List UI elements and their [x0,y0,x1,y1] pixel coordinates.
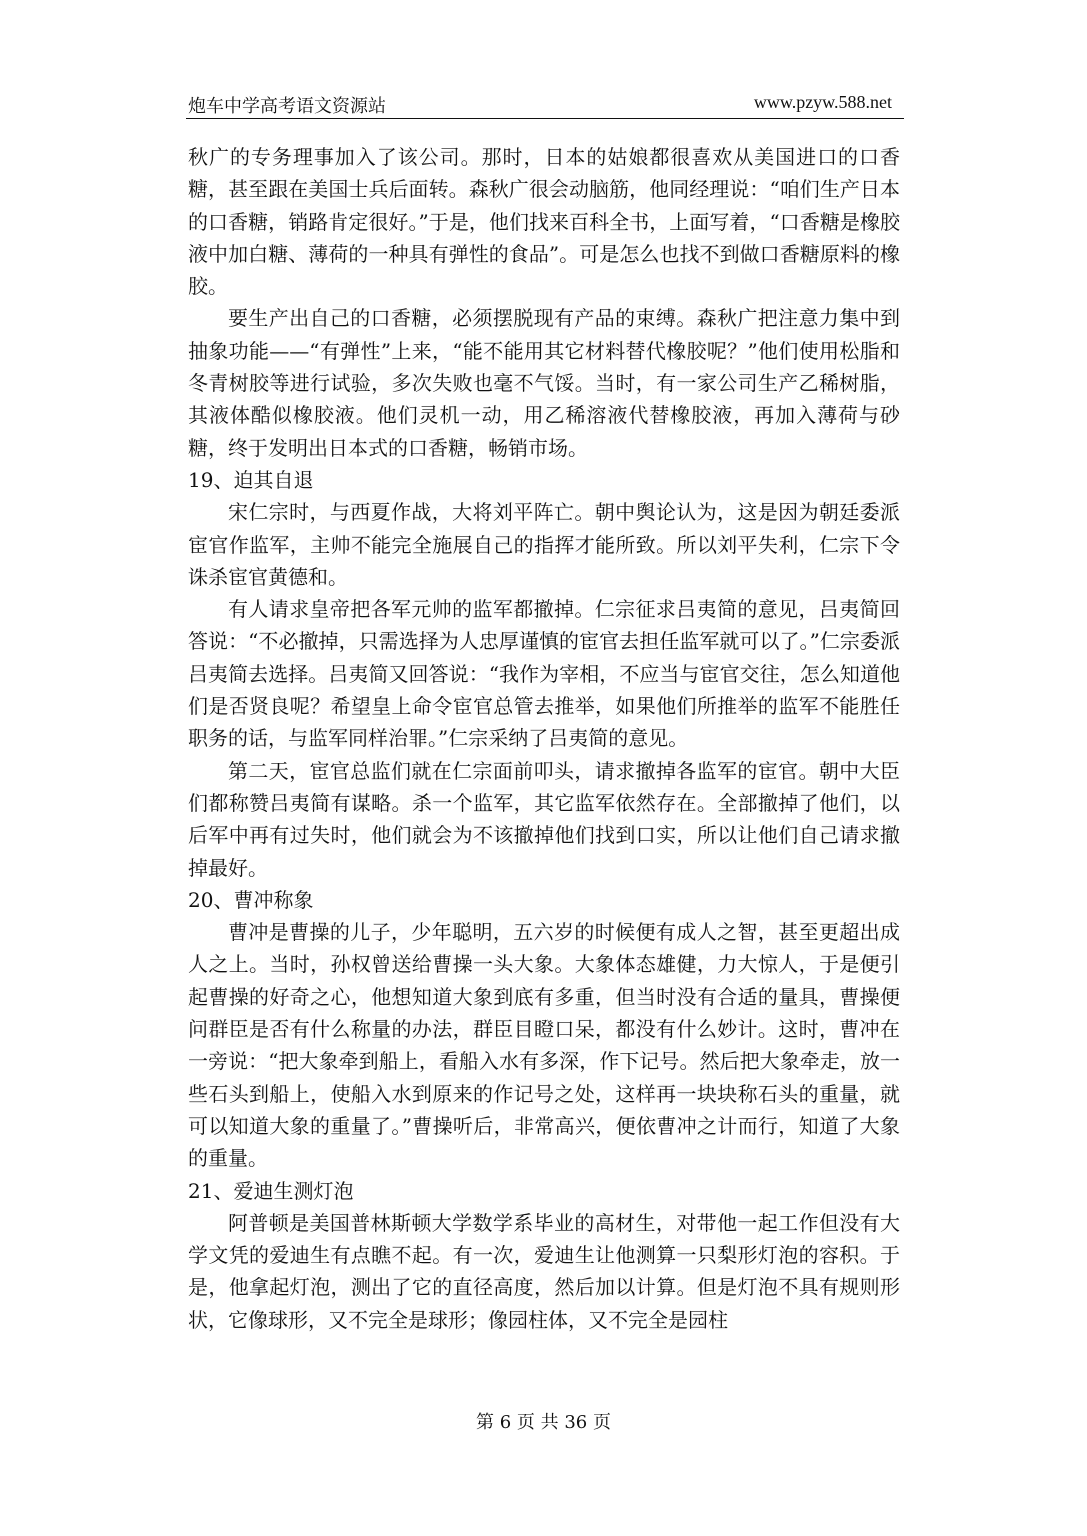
paragraph: 要生产出自己的口香糖，必须摆脱现有产品的束缚。森秋广把注意力集中到抽象功能——“有弹性”上来，“能不能用其它材料替代橡胶呢？”他们使用松脂和冬青树胶等进行试验，多次失败也毫不气馁。当时，有一家公司生产乙稀树脂，其液体酷似橡胶液。他们灵机一动，用乙稀溶液代替橡胶液，再加入薄荷与砂糖，终于发明出日本式的口香糖，畅销市场。 [188,306,900,460]
paragraph: 第二天，宦官总监们就在仁宗面前叩头，请求撤掉各监军的宦官。朝中大臣们都称赞吕夷简有谋略。杀一个监军，其它监军依然存在。全部撤掉了他们，以后军中再有过失时，他们就会为不该撤掉他们找到口实，所以让他们自己请求撤掉最好。 [188,758,900,880]
site-name: 炮车中学高考语文资源站 [188,96,386,117]
document-body [188,141,900,1336]
section-heading: 20、曹冲称象 [188,887,314,912]
paragraph: 宋仁宗时，与西夏作战，大将刘平阵亡。朝中舆论认为，这是因为朝廷委派宦官作监军，主帅不能完全施展自己的指挥才能所致。所以刘平失利，仁宗下令诛杀宦官黄德和。 [188,500,900,589]
section-heading: 19、迫其自退 [188,467,314,492]
section-heading: 21、爱迪生测灯泡 [188,1178,354,1203]
page-number: 第 6 页 共 36 页 [476,1412,611,1433]
site-url: www.pzyw.588.net [753,92,892,112]
paragraph: 曹冲是曹操的儿子，少年聪明，五六岁的时候便有成人之智，甚至更超出成人之上。当时，孙权曾送给曹操一头大象。大象体态雄健，力大惊人，于是便引起曹操的好奇之心，他想知道大象到底有多重，但当时没有合适的量具，曹操便问群臣是否有什么称量的办法，群臣目瞪口呆，都没有什么妙计。这时，曹冲在一旁说：“把大象牵到船上，看船入水有多深，作下记号。然后把大象牵走，放一些石头到船上，使船入水到原来的作记号之处，这样再一块块称石头的重量，就可以知道大象的重量了。”曹操听后，非常高兴，便依曹冲之计而行，知道了大象的重量。 [188,920,900,1171]
paragraph: 秋广的专务理事加入了该公司。那时，日本的姑娘都很喜欢从美国进口的口香糖，甚至跟在美国士兵后面转。森秋广很会动脑筋，他同经理说：“咱们生产日本的口香糖，销路肯定很好。”于是，他们找来百科全书，上面写着，“口香糖是橡胶液中加白糖、薄荷的一种具有弹性的食品”。可是怎么也找不到做口香糖原料的橡胶。 [188,145,900,299]
page-header [186,88,904,119]
paragraph: 有人请求皇帝把各军元帅的监军都撤掉。仁宗征求吕夷简的意见，吕夷简回答说：“不必撤掉，只需选择为人忠厚谨慎的宦官去担任监军就可以了。”仁宗委派吕夷简去选择。吕夷简又回答说：“我作为宰相，不应当与宦官交往，怎么知道他们是否贤良呢？希望皇上命令宦官总管去推举，如果他们所推举的监军不能胜任职务的话，与监军同样治罪。”仁宗采纳了吕夷简的意见。 [188,597,900,751]
page-footer [0,1408,1087,1434]
paragraph: 阿普顿是美国普林斯顿大学数学系毕业的高材生，对带他一起工作但没有大学文凭的爱迪生有点瞧不起。有一次，爱迪生让他测算一只梨形灯泡的容积。于是，他拿起灯泡，测出了它的直径高度，然后加以计算。但是灯泡不具有规则形状，它像球形，又不完全是球形；像园柱体，又不完全是园柱 [188,1210,900,1332]
